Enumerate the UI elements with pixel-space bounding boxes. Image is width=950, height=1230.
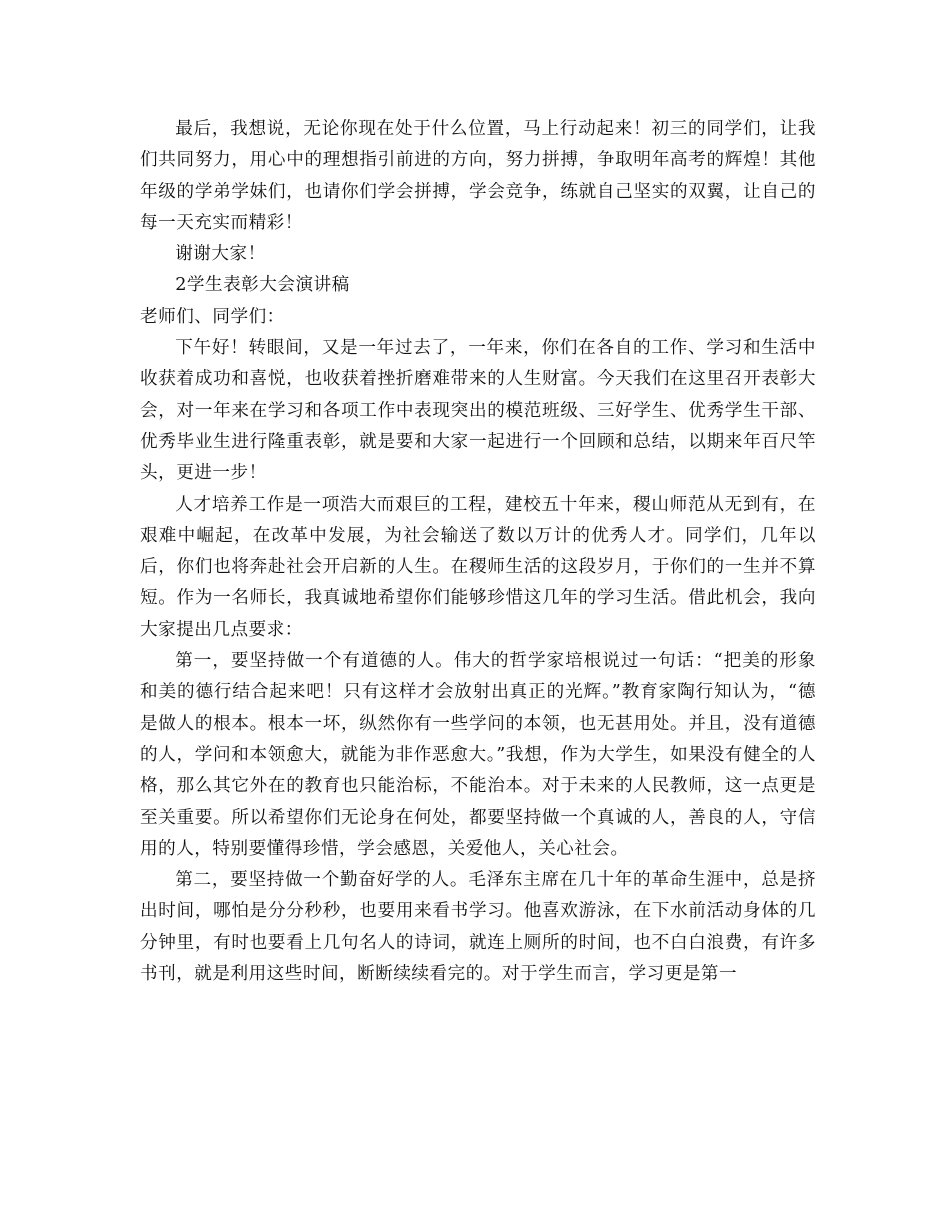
salutation: 老师们、同学们：	[140, 306, 285, 327]
paragraph-greeting: 下午好！转眼间，又是一年过去了，一年来，你们在各自的工作、学习和生活中收获着成功和喜悦，也收获着挫折磨难带来的人生财富。今天我们在这里召开表彰大会，对一年来在学习和各项工作中表现突出的模范班级、三好学生、优秀学生干部、优秀毕业生进行隆重表彰，就是要和大家一起进行一个回顾和总结，以期来年百尺竿头，更进一步！	[140, 338, 816, 484]
paragraph-thanks: 谢谢大家！	[175, 244, 266, 265]
speech-title: 2学生表彰大会演讲稿	[175, 275, 350, 296]
document-body	[140, 114, 816, 990]
paragraph-first-point: 第一，要坚持做一个有道德的人。伟大的哲学家培根说过一句话：“把美的形象和美的德行结合起来吧！只有这样才会放射出真正的光辉。”教育家陶行知认为，“德是做人的根本。根本一坏，纵然你有一些学问的本领，也无甚用处。并且，没有道德的人，学问和本领愈大，就能为非作恶愈大。”我想，作为大学生，如果没有健全的人格，那么其它外在的教育也只能治标，不能治本。对于未来的人民教师，这一点更是至关重要。所以希望你们无论身在何处，都要坚持做一个真诚的人，善良的人，守信用的人，特别要懂得珍惜，学会感恩，关爱他人，关心社会。	[140, 651, 816, 859]
paragraph-closing: 最后，我想说，无论你现在处于什么位置，马上行动起来！初三的同学们，让我们共同努力，用心中的理想指引前进的方向，努力拼搏，争取明年高考的辉煌！其他年级的学弟学妹们，也请你们学会拼搏，学会竞争，练就自己坚实的双翼，让自己的每一天充实而精彩！	[140, 119, 816, 233]
paragraph-talent: 人才培养工作是一项浩大而艰巨的工程，建校五十年来，稷山师范从无到有，在艰难中崛起，在改革中发展，为社会输送了数以万计的优秀人才。同学们，几年以后，你们也将奔赴社会开启新的人生。在稷师生活的这段岁月，于你们的一生并不算短。作为一名师长，我真诚地希望你们能够珍惜这几年的学习生活。借此机会，我向大家提出几点要求：	[140, 494, 816, 640]
paragraph-second-point: 第二，要坚持做一个勤奋好学的人。毛泽东主席在几十年的革命生涯中，总是挤出时间，哪怕是分分秒秒，也要用来看书学习。他喜欢游泳，在下水前活动身体的几分钟里，有时也要看上几句名人的诗词，就连上厕所的时间，也不白白浪费，有许多书刊，就是利用这些时间，断断续续看完的。对于学生而言，学习更是第一	[140, 870, 816, 985]
